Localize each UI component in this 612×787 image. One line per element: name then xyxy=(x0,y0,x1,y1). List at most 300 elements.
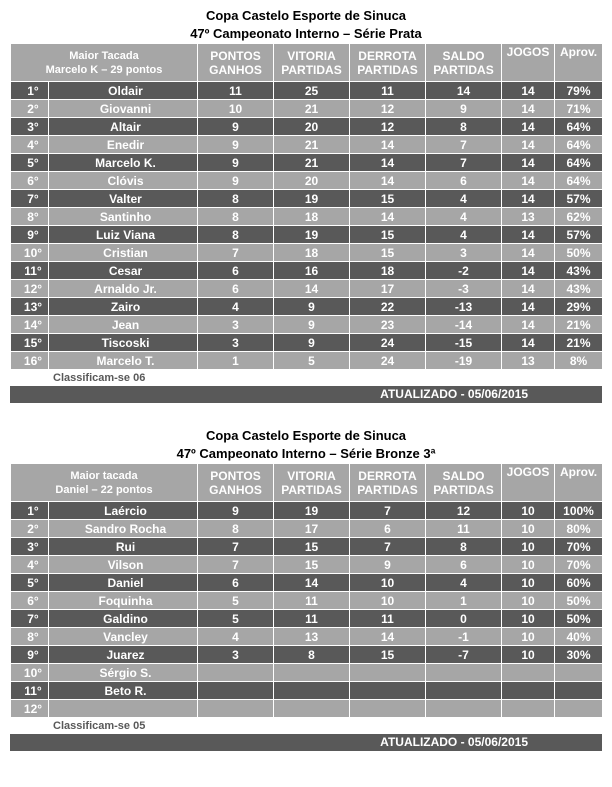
table-row xyxy=(11,664,603,682)
col-sublabel: GANHOS xyxy=(209,482,262,497)
position-cell: 1° xyxy=(11,502,49,520)
silver-standings-table xyxy=(10,43,603,370)
balance-cell: -2 xyxy=(426,262,502,280)
player-name-cell: Jean xyxy=(49,316,198,334)
wins-cell: 15 xyxy=(274,556,350,574)
wins-cell: 9 xyxy=(274,334,350,352)
balance-cell: -13 xyxy=(426,298,502,316)
col-label: SALDO xyxy=(442,48,485,63)
table-row xyxy=(11,208,603,226)
points-cell: 6 xyxy=(198,280,274,298)
points-cell xyxy=(198,664,274,682)
losses-cell: 11 xyxy=(350,610,426,628)
balance-cell: 6 xyxy=(426,556,502,574)
bronze-maior-tacada-value: Daniel – 22 pontos xyxy=(55,483,153,496)
percentage-cell: 70% xyxy=(555,556,603,574)
percentage-cell: 29% xyxy=(555,298,603,316)
balance-cell: 4 xyxy=(426,208,502,226)
table-row xyxy=(11,172,603,190)
col-sublabel: PARTIDAS xyxy=(357,482,418,497)
points-cell: 4 xyxy=(198,628,274,646)
points-cell: 5 xyxy=(198,592,274,610)
percentage-cell: 21% xyxy=(555,316,603,334)
percentage-cell: 62% xyxy=(555,208,603,226)
col-label: DERROTA xyxy=(358,48,417,63)
wins-cell: 18 xyxy=(274,208,350,226)
silver-subtitle: 47º Campeonato Interno – Série Prata xyxy=(190,26,422,41)
wins-cell: 8 xyxy=(274,646,350,664)
player-name-cell: Arnaldo Jr. xyxy=(49,280,198,298)
losses-cell: 12 xyxy=(350,100,426,118)
bronze-col-jogos: JOGOS xyxy=(502,464,555,502)
silver-maior-tacada-value: Marcelo K – 29 pontos xyxy=(45,63,163,76)
player-name-cell: Luiz Viana xyxy=(49,226,198,244)
table-row xyxy=(11,118,603,136)
games-cell: 14 xyxy=(502,280,555,298)
wins-cell xyxy=(274,664,350,682)
table-row xyxy=(11,100,603,118)
table-row xyxy=(11,538,603,556)
silver-header-row xyxy=(11,44,603,82)
bronze-col-saldo xyxy=(426,464,502,502)
table-row xyxy=(11,574,603,592)
balance-cell: 8 xyxy=(426,538,502,556)
wins-cell: 11 xyxy=(274,592,350,610)
percentage-cell: 50% xyxy=(555,244,603,262)
points-cell: 7 xyxy=(198,556,274,574)
position-cell: 3° xyxy=(11,118,49,136)
points-cell: 9 xyxy=(198,136,274,154)
games-cell xyxy=(502,700,555,718)
silver-classificam-note: Classificam-se 06 xyxy=(53,372,146,384)
losses-cell: 24 xyxy=(350,334,426,352)
wins-cell: 19 xyxy=(274,226,350,244)
bronze-col-derrota xyxy=(350,464,426,502)
table-row xyxy=(11,682,603,700)
games-cell xyxy=(502,664,555,682)
bronze-maior-tacada xyxy=(11,464,198,502)
balance-cell xyxy=(426,700,502,718)
balance-cell xyxy=(426,664,502,682)
balance-cell: 14 xyxy=(426,82,502,100)
games-cell: 14 xyxy=(502,100,555,118)
position-cell: 1° xyxy=(11,82,49,100)
position-cell: 4° xyxy=(11,136,49,154)
percentage-cell: 43% xyxy=(555,262,603,280)
table-row xyxy=(11,502,603,520)
percentage-cell xyxy=(555,682,603,700)
points-cell: 11 xyxy=(198,82,274,100)
position-cell: 11° xyxy=(11,262,49,280)
wins-cell: 21 xyxy=(274,100,350,118)
percentage-cell: 60% xyxy=(555,574,603,592)
games-cell: 13 xyxy=(502,208,555,226)
games-cell: 14 xyxy=(502,244,555,262)
games-cell: 10 xyxy=(502,574,555,592)
points-cell: 9 xyxy=(198,172,274,190)
table-row xyxy=(11,280,603,298)
position-cell: 6° xyxy=(11,592,49,610)
bronze-subtitle: 47º Campeonato Interno – Série Bronze 3ª xyxy=(176,446,436,461)
wins-cell: 16 xyxy=(274,262,350,280)
balance-cell: 4 xyxy=(426,574,502,592)
table-row xyxy=(11,82,603,100)
table-row xyxy=(11,352,603,370)
losses-cell: 14 xyxy=(350,628,426,646)
position-cell: 5° xyxy=(11,574,49,592)
balance-cell: -3 xyxy=(426,280,502,298)
bronze-header-row xyxy=(11,464,603,502)
points-cell xyxy=(198,682,274,700)
games-cell: 14 xyxy=(502,316,555,334)
points-cell: 4 xyxy=(198,298,274,316)
table-row xyxy=(11,700,603,718)
percentage-cell: 71% xyxy=(555,100,603,118)
col-label: PONTOS xyxy=(210,48,261,63)
position-cell: 2° xyxy=(11,100,49,118)
player-name-cell: Galdino xyxy=(49,610,198,628)
points-cell: 9 xyxy=(198,154,274,172)
player-name-cell: Cristian xyxy=(49,244,198,262)
games-cell: 13 xyxy=(502,352,555,370)
position-cell: 12° xyxy=(11,280,49,298)
wins-cell: 21 xyxy=(274,136,350,154)
col-sublabel: PARTIDAS xyxy=(433,62,494,77)
player-name-cell: Zairo xyxy=(49,298,198,316)
points-cell: 5 xyxy=(198,610,274,628)
balance-cell: 4 xyxy=(426,226,502,244)
table-row xyxy=(11,556,603,574)
bronze-section xyxy=(10,427,602,751)
wins-cell xyxy=(274,682,350,700)
points-cell: 1 xyxy=(198,352,274,370)
points-cell: 9 xyxy=(198,118,274,136)
bronze-updated-bar: ATUALIZADO - 05/06/2015 xyxy=(10,734,602,751)
position-cell: 11° xyxy=(11,682,49,700)
losses-cell: 15 xyxy=(350,190,426,208)
bronze-maior-tacada-label: Maior tacada xyxy=(70,469,138,482)
silver-table-body xyxy=(11,82,603,370)
losses-cell: 15 xyxy=(350,244,426,262)
percentage-cell: 50% xyxy=(555,592,603,610)
wins-cell: 9 xyxy=(274,316,350,334)
games-cell: 10 xyxy=(502,520,555,538)
player-name-cell: Enedir xyxy=(49,136,198,154)
balance-cell: 11 xyxy=(426,520,502,538)
points-cell xyxy=(198,700,274,718)
position-cell: 2° xyxy=(11,520,49,538)
balance-cell: -19 xyxy=(426,352,502,370)
position-cell: 7° xyxy=(11,610,49,628)
games-cell: 10 xyxy=(502,646,555,664)
wins-cell: 5 xyxy=(274,352,350,370)
balance-cell: 0 xyxy=(426,610,502,628)
wins-cell: 15 xyxy=(274,538,350,556)
losses-cell: 17 xyxy=(350,280,426,298)
games-cell: 14 xyxy=(502,262,555,280)
player-name-cell: Vilson xyxy=(49,556,198,574)
table-row xyxy=(11,520,603,538)
silver-maior-tacada xyxy=(11,44,198,82)
games-cell: 10 xyxy=(502,538,555,556)
percentage-cell: 21% xyxy=(555,334,603,352)
player-name-cell: Giovanni xyxy=(49,100,198,118)
points-cell: 8 xyxy=(198,190,274,208)
points-cell: 7 xyxy=(198,244,274,262)
position-cell: 7° xyxy=(11,190,49,208)
player-name-cell: Clóvis xyxy=(49,172,198,190)
wins-cell: 21 xyxy=(274,154,350,172)
losses-cell: 14 xyxy=(350,136,426,154)
balance-cell: 7 xyxy=(426,136,502,154)
table-row xyxy=(11,154,603,172)
percentage-cell: 57% xyxy=(555,190,603,208)
table-row xyxy=(11,628,603,646)
table-row xyxy=(11,190,603,208)
player-name-cell: Juarez xyxy=(49,646,198,664)
col-label: DERROTA xyxy=(358,468,417,483)
player-name-cell: Daniel xyxy=(49,574,198,592)
wins-cell: 18 xyxy=(274,244,350,262)
wins-cell: 14 xyxy=(274,574,350,592)
player-name-cell: Altair xyxy=(49,118,198,136)
col-sublabel: GANHOS xyxy=(209,62,262,77)
losses-cell: 6 xyxy=(350,520,426,538)
table-row xyxy=(11,262,603,280)
position-cell: 8° xyxy=(11,208,49,226)
losses-cell: 15 xyxy=(350,646,426,664)
percentage-cell: 50% xyxy=(555,610,603,628)
wins-cell: 17 xyxy=(274,520,350,538)
balance-cell: 7 xyxy=(426,154,502,172)
losses-cell: 9 xyxy=(350,556,426,574)
losses-cell: 23 xyxy=(350,316,426,334)
col-sublabel: PARTIDAS xyxy=(433,482,494,497)
wins-cell: 11 xyxy=(274,610,350,628)
position-cell: 12° xyxy=(11,700,49,718)
balance-cell: -7 xyxy=(426,646,502,664)
points-cell: 8 xyxy=(198,208,274,226)
losses-cell: 14 xyxy=(350,154,426,172)
points-cell: 3 xyxy=(198,334,274,352)
percentage-cell: 64% xyxy=(555,154,603,172)
wins-cell: 19 xyxy=(274,190,350,208)
silver-title: Copa Castelo Esporte de Sinuca xyxy=(205,8,407,23)
percentage-cell: 80% xyxy=(555,520,603,538)
losses-cell xyxy=(350,664,426,682)
position-cell: 13° xyxy=(11,298,49,316)
games-cell: 10 xyxy=(502,502,555,520)
bronze-col-vitoria xyxy=(274,464,350,502)
table-row xyxy=(11,592,603,610)
bronze-col-aprov: Aprov. xyxy=(555,464,603,502)
col-label: VITORIA xyxy=(287,468,336,483)
player-name-cell: Santinho xyxy=(49,208,198,226)
losses-cell: 7 xyxy=(350,538,426,556)
points-cell: 10 xyxy=(198,100,274,118)
games-cell: 14 xyxy=(502,190,555,208)
balance-cell: 12 xyxy=(426,502,502,520)
losses-cell: 22 xyxy=(350,298,426,316)
balance-cell: 9 xyxy=(426,100,502,118)
losses-cell: 14 xyxy=(350,208,426,226)
balance-cell xyxy=(426,682,502,700)
percentage-cell: 100% xyxy=(555,502,603,520)
wins-cell: 25 xyxy=(274,82,350,100)
balance-cell: 6 xyxy=(426,172,502,190)
balance-cell: 8 xyxy=(426,118,502,136)
games-cell: 14 xyxy=(502,118,555,136)
table-row xyxy=(11,316,603,334)
balance-cell: 3 xyxy=(426,244,502,262)
wins-cell: 13 xyxy=(274,628,350,646)
games-cell: 14 xyxy=(502,298,555,316)
col-sublabel: PARTIDAS xyxy=(357,62,418,77)
games-cell: 10 xyxy=(502,556,555,574)
position-cell: 9° xyxy=(11,226,49,244)
losses-cell: 10 xyxy=(350,574,426,592)
player-name-cell xyxy=(49,700,198,718)
points-cell: 6 xyxy=(198,574,274,592)
wins-cell: 14 xyxy=(274,280,350,298)
losses-cell: 24 xyxy=(350,352,426,370)
wins-cell xyxy=(274,700,350,718)
table-row xyxy=(11,610,603,628)
games-cell: 14 xyxy=(502,82,555,100)
position-cell: 8° xyxy=(11,628,49,646)
table-row xyxy=(11,244,603,262)
percentage-cell: 8% xyxy=(555,352,603,370)
position-cell: 9° xyxy=(11,646,49,664)
player-name-cell: Marcelo T. xyxy=(49,352,198,370)
position-cell: 10° xyxy=(11,664,49,682)
table-row xyxy=(11,226,603,244)
games-cell: 14 xyxy=(502,172,555,190)
bronze-standings-table xyxy=(10,463,603,718)
points-cell: 6 xyxy=(198,262,274,280)
percentage-cell: 64% xyxy=(555,118,603,136)
col-label: PONTOS xyxy=(210,468,261,483)
percentage-cell: 70% xyxy=(555,538,603,556)
col-label: SALDO xyxy=(442,468,485,483)
percentage-cell: 43% xyxy=(555,280,603,298)
position-cell: 3° xyxy=(11,538,49,556)
points-cell: 3 xyxy=(198,646,274,664)
player-name-cell: Rui xyxy=(49,538,198,556)
player-name-cell: Sandro Rocha xyxy=(49,520,198,538)
games-cell: 10 xyxy=(502,628,555,646)
losses-cell: 10 xyxy=(350,592,426,610)
games-cell: 10 xyxy=(502,610,555,628)
bronze-col-pontos xyxy=(198,464,274,502)
wins-cell: 20 xyxy=(274,118,350,136)
games-cell: 14 xyxy=(502,154,555,172)
table-row xyxy=(11,298,603,316)
silver-col-vitoria xyxy=(274,44,350,82)
player-name-cell: Beto R. xyxy=(49,682,198,700)
position-cell: 6° xyxy=(11,172,49,190)
balance-cell: 4 xyxy=(426,190,502,208)
player-name-cell: Oldair xyxy=(49,82,198,100)
points-cell: 8 xyxy=(198,226,274,244)
losses-cell: 7 xyxy=(350,502,426,520)
games-cell xyxy=(502,682,555,700)
percentage-cell: 64% xyxy=(555,136,603,154)
position-cell: 4° xyxy=(11,556,49,574)
points-cell: 3 xyxy=(198,316,274,334)
col-sublabel: PARTIDAS xyxy=(281,482,342,497)
position-cell: 14° xyxy=(11,316,49,334)
position-cell: 5° xyxy=(11,154,49,172)
silver-maior-tacada-label: Maior Tacada xyxy=(69,49,139,62)
points-cell: 9 xyxy=(198,502,274,520)
percentage-cell: 57% xyxy=(555,226,603,244)
percentage-cell: 30% xyxy=(555,646,603,664)
position-cell: 10° xyxy=(11,244,49,262)
table-row xyxy=(11,646,603,664)
losses-cell xyxy=(350,700,426,718)
balance-cell: 1 xyxy=(426,592,502,610)
player-name-cell: Tiscoski xyxy=(49,334,198,352)
player-name-cell: Marcelo K. xyxy=(49,154,198,172)
games-cell: 14 xyxy=(502,226,555,244)
player-name-cell: Vancley xyxy=(49,628,198,646)
player-name-cell: Valter xyxy=(49,190,198,208)
balance-cell: -1 xyxy=(426,628,502,646)
percentage-cell: 40% xyxy=(555,628,603,646)
silver-col-jogos: JOGOS xyxy=(502,44,555,82)
losses-cell: 18 xyxy=(350,262,426,280)
losses-cell xyxy=(350,682,426,700)
percentage-cell: 64% xyxy=(555,172,603,190)
silver-section xyxy=(10,7,602,403)
player-name-cell: Laércio xyxy=(49,502,198,520)
silver-col-aprov: Aprov. xyxy=(555,44,603,82)
bronze-title: Copa Castelo Esporte de Sinuca xyxy=(205,428,407,443)
wins-cell: 19 xyxy=(274,502,350,520)
col-label: VITORIA xyxy=(287,48,336,63)
percentage-cell xyxy=(555,700,603,718)
losses-cell: 15 xyxy=(350,226,426,244)
player-name-cell: Foquinha xyxy=(49,592,198,610)
losses-cell: 11 xyxy=(350,82,426,100)
silver-col-derrota xyxy=(350,44,426,82)
silver-col-saldo xyxy=(426,44,502,82)
percentage-cell xyxy=(555,664,603,682)
silver-col-pontos xyxy=(198,44,274,82)
balance-cell: -15 xyxy=(426,334,502,352)
games-cell: 10 xyxy=(502,592,555,610)
table-row xyxy=(11,136,603,154)
games-cell: 14 xyxy=(502,136,555,154)
bronze-table-body xyxy=(11,502,603,718)
col-sublabel: PARTIDAS xyxy=(281,62,342,77)
points-cell: 7 xyxy=(198,538,274,556)
silver-updated-bar: ATUALIZADO - 05/06/2015 xyxy=(10,386,602,403)
position-cell: 16° xyxy=(11,352,49,370)
percentage-cell: 79% xyxy=(555,82,603,100)
bronze-classificam-note: Classificam-se 05 xyxy=(53,720,146,732)
losses-cell: 14 xyxy=(350,172,426,190)
table-row xyxy=(11,334,603,352)
wins-cell: 9 xyxy=(274,298,350,316)
player-name-cell: Sérgio S. xyxy=(49,664,198,682)
points-cell: 8 xyxy=(198,520,274,538)
balance-cell: -14 xyxy=(426,316,502,334)
games-cell: 14 xyxy=(502,334,555,352)
player-name-cell: Cesar xyxy=(49,262,198,280)
wins-cell: 20 xyxy=(274,172,350,190)
